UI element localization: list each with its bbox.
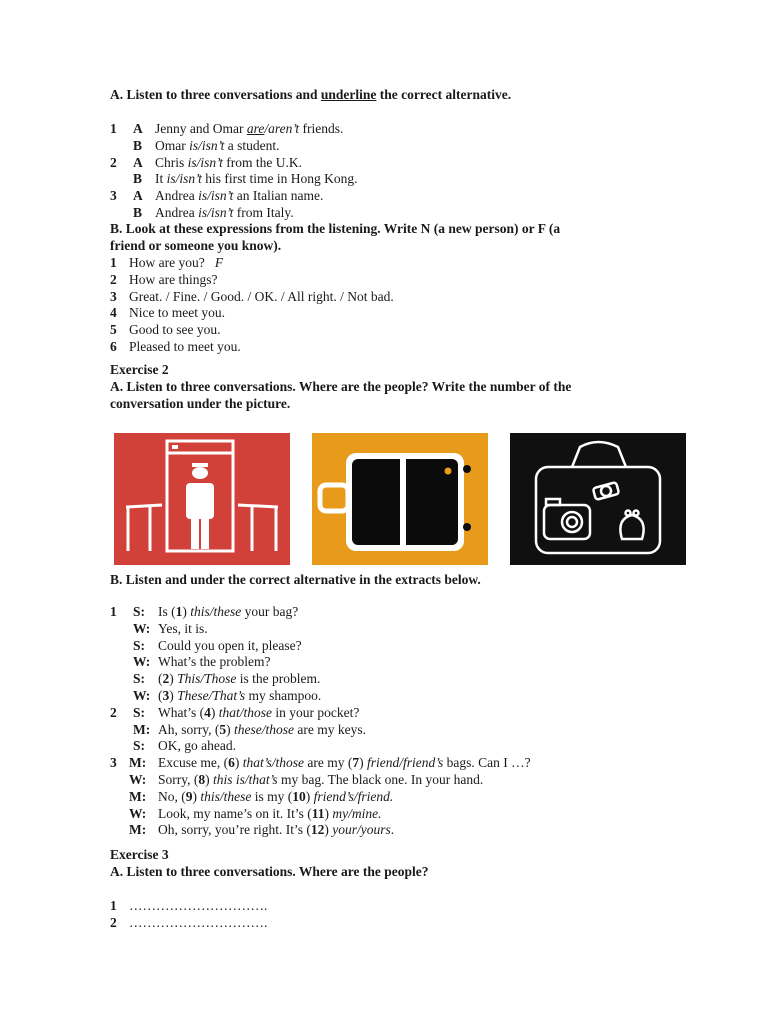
sentence-text: It [155,171,167,187]
sentence-text: Andrea [155,205,199,220]
alternative-option: my/mine. [332,805,382,821]
expression-line [129,304,225,321]
expression-text: Great. / Fine. / Good. / OK. / All right. / Not bad. [129,288,394,304]
alternative-option: this/these [190,604,242,619]
item-number: 2 [110,271,117,287]
dialogue-text: Could you open it, please? [158,637,302,653]
alternative-option: is/isn’t [198,205,234,220]
answer-mark: F [214,255,224,270]
gap-number: 4 [204,704,211,720]
expression-text: Nice to meet you. [129,305,225,321]
gap-number: 11 [311,805,325,821]
alternative-option: is/isn’t [198,188,234,204]
answer-dots: …………………………. [129,914,268,930]
dialogue-line [158,620,208,637]
item-number: 5 [110,322,117,338]
item-number: 2 [110,914,117,930]
dialogue-text: are my keys. [294,721,366,737]
item-number: 1 [110,255,117,270]
item-letter: B [133,137,143,153]
dialogue-text: ) [234,755,243,771]
speaker-label: W: [129,772,147,787]
dialogue-text: ) [192,788,201,804]
suitcase-picture [312,433,488,565]
dialogue-text: ) [324,805,333,821]
dialogue-text: ) [324,822,333,838]
item-letter: A [133,121,143,136]
sentence-text: friends. [299,121,344,136]
dialogue-text: What’s the problem? [158,654,271,670]
gap-number: 1 [175,604,183,619]
exercise-2-heading: Exercise 2 [110,362,169,377]
expression-text: Good to see you. [129,322,221,338]
dialogue-text: ) [169,671,178,687]
alternative-option: friend’s/friend. [313,788,394,804]
item-letter: B [133,205,143,220]
speaker-label: S: [133,604,146,619]
dialogue-text: ( [158,671,163,687]
gap-number: 6 [228,755,235,771]
dialogue-text: bags. Can I …? [443,755,531,771]
item-number: 6 [110,339,117,354]
dialogue-text: Look, my name’s on it. It’s ( [158,805,312,821]
dialogue-line [158,653,270,670]
exercise-b-title-line1: B. Look at these expressions from the listening. Write N (a new person) or F (a [110,221,561,236]
expression-text: Pleased to meet you. [129,339,241,354]
alternative-option: friend/friend’s [366,755,444,771]
gap-number: 12 [310,822,325,838]
exercise-a-sentence [155,154,302,171]
exercise-3-heading: Exercise 3 [110,847,169,862]
item-number: 1 [110,898,117,913]
dialogue-text: No, ( [158,788,186,804]
dialogue-line [158,603,298,620]
speaker-label: S: [133,637,146,653]
speaker-label: S: [133,738,146,754]
dialogue-line [158,821,394,838]
dialogue-text: ) [182,604,191,619]
alternative-option: these/those [234,721,294,737]
expression-line [129,288,394,305]
expression-line [129,321,221,338]
item-letter: A [133,188,143,204]
dialogue-text: my bag. The black one. In your hand. [277,772,484,787]
speaker-label: S: [133,704,146,720]
item-letter: A [133,154,143,170]
dialogue-line [158,670,320,687]
alternative-option: is/isn’t [189,137,225,153]
dialogue-line [158,721,366,738]
security-scanner-picture [114,433,290,565]
gap-number: 3 [162,688,170,703]
extract-number: 2 [110,704,117,720]
exercise-a-sentence [155,187,323,204]
suitcase-icon [312,433,488,565]
dialogue-text: ) [359,755,367,771]
dialogue-text: Excuse me, ( [158,755,229,771]
dialogue-text: Yes, it is. [158,620,208,636]
open-bag-picture [510,433,686,565]
sentence-text: an Italian name. [233,188,324,204]
exercise-a-title: A. Listen to three conversations and underline the correct alternative. [110,87,512,102]
alternative-option: that/those [218,704,272,720]
alternative-option: These/That’s [177,688,246,703]
sentence-text: a student. [224,137,280,153]
sentence-text: Andrea [155,188,199,204]
dialogue-line [158,737,236,754]
alternative-option: that’s/those [242,755,304,771]
sentence-text: Omar [155,137,190,153]
exercise-a-sentence [155,170,358,187]
gap-number: 7 [352,755,360,771]
extract-number: 3 [110,755,117,771]
gap-number: 2 [162,671,170,687]
dialogue-line [158,754,531,771]
answer-dots: …………………………. [129,898,268,913]
item-number: 4 [110,305,117,321]
open-bag-icon [510,433,686,565]
expression-text: How are you? [129,255,205,270]
item-number: 3 [110,188,117,204]
speaker-label: S: [133,671,146,687]
dialogue-line [158,704,359,721]
gap-number: 9 [185,788,193,804]
speaker-label: W: [133,620,151,636]
dialogue-text: ( [158,688,163,703]
alternative-option: This/Those [177,671,237,687]
dialogue-text: ) [226,721,234,737]
dialogue-line [158,771,483,788]
alternative-option [247,121,265,136]
item-number: 2 [110,154,117,170]
dialogue-text: your bag? [241,604,299,619]
alternative-option: your/yours [332,822,391,838]
exercise-a-sentence [155,137,280,154]
dialogue-text: my shampoo. [245,688,322,703]
dialogue-line [158,788,393,805]
alternative-option: /aren’t [264,121,300,136]
gap-number: 8 [198,772,206,787]
expression-line [129,254,223,271]
speaker-label: W: [133,654,151,670]
dialogue-text: OK, go ahead. [158,738,236,754]
exercise-a-sentence [155,204,294,221]
dialogue-text: is the problem. [236,671,321,687]
dialogue-text: Sorry, ( [158,772,199,787]
expression-line [129,338,241,355]
alternative-option: this/these [200,788,252,804]
item-number: 1 [110,121,117,136]
item-letter: B [133,171,143,187]
sentence-text: his first time in Hong Kong. [201,171,358,187]
exercise-2a-title-line2: conversation under the picture. [110,396,291,411]
underlined-answer: are [246,121,265,136]
dialogue-text: in your pocket? [272,704,360,720]
exercise-a-sentence [155,120,343,137]
item-number: 3 [110,288,117,304]
sentence-text: from the U.K. [222,154,303,170]
dialogue-text: ) [210,704,219,720]
security-scanner-icon [114,433,290,565]
dialogue-text: is my ( [251,788,293,804]
dialogue-text: . [390,822,395,838]
expression-text: How are things? [129,271,218,287]
alternative-option: this is/that’s [213,772,278,787]
gap-number: 5 [219,721,227,737]
dialogue-text: Is ( [158,604,176,619]
dialogue-line [158,805,381,822]
dialogue-line [158,687,321,704]
expression-line [129,271,217,288]
dialogue-text: Ah, sorry, ( [158,721,220,737]
exercise-b-title-line2: friend or someone you know). [110,238,282,253]
sentence-text: Chris [155,154,188,170]
dialogue-text: are my ( [304,755,353,771]
speaker-label: M: [129,788,147,804]
dialogue-text: ) [305,788,314,804]
speaker-label: M: [129,755,147,771]
speaker-label: M: [129,822,147,838]
sentence-text: Jenny and Omar [155,121,247,136]
alternative-option: is/isn’t [187,154,223,170]
exercise-3a-title: A. Listen to three conversations. Where are the people? [110,864,429,879]
gap-number: 10 [292,788,306,804]
dialogue-text: What’s ( [158,704,205,720]
dialogue-text: Oh, sorry, you’re right. It’s ( [158,822,311,838]
extract-number: 1 [110,604,117,619]
dialogue-text: ) [205,772,213,787]
exercise-2a-title-line1: A. Listen to three conversations. Where are the people? Write the number of the [110,379,572,394]
exercise-2b-title: B. Listen and under the correct alternative in the extracts below. [110,572,481,587]
speaker-label: W: [133,688,151,703]
sentence-text: from Italy. [233,205,294,220]
speaker-label: W: [129,805,147,821]
dialogue-line [158,637,302,654]
dialogue-text: ) [169,688,178,703]
alternative-option: is/isn’t [166,171,202,187]
speaker-label: M: [133,721,151,737]
